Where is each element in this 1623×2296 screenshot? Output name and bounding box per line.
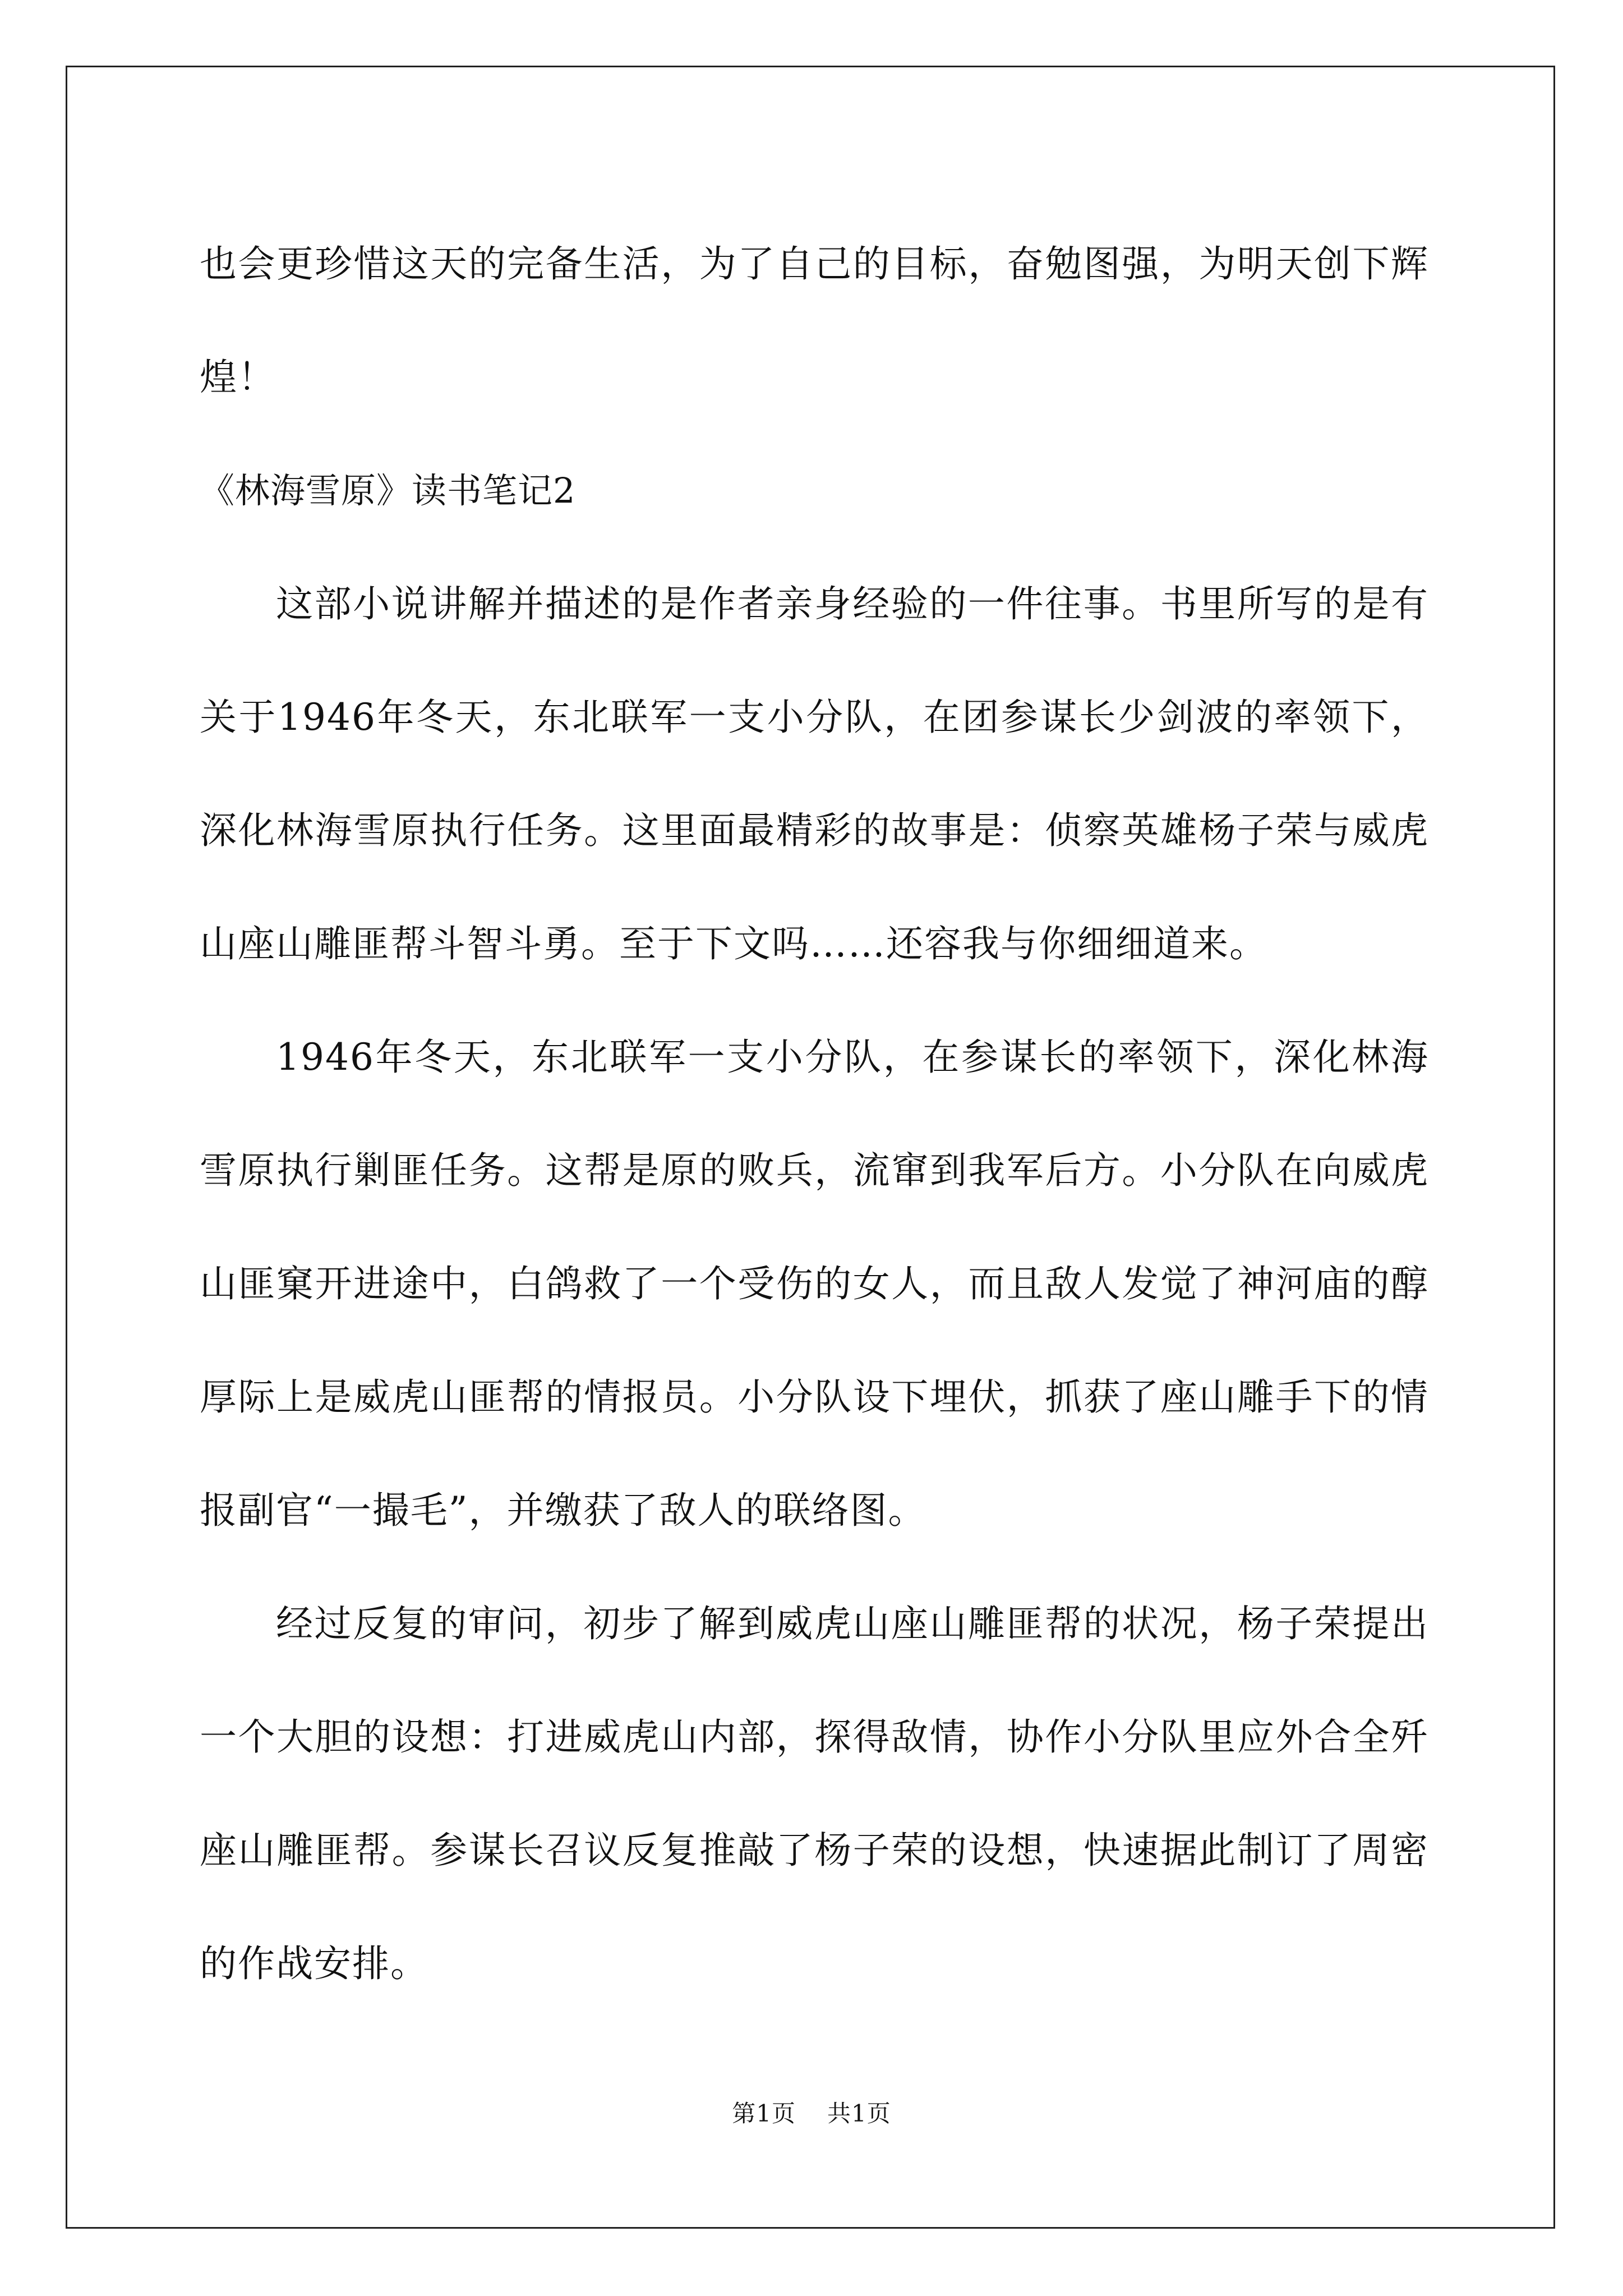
page-number: 第1页 [732,2100,796,2127]
page-total: 共1页 [827,2100,891,2127]
section-heading: 《林海雪原》读书笔记2 [200,470,576,511]
paragraph-story: 1946年冬天，东北联军一支小分队，在参谋长的率领下，深化林海雪原执行剿匪任务。这帮是原的败兵，流窜到我军后方。小分队在向威虎山匪窠开进途中，白鸽救了一个受伤的女人，而且敌人发觉了神河庙的醇厚际上是威虎山匪帮的情报员。小分队设下埋伏，抓获了座山雕手下的情报副官“一撮毛”，并缴获了敌人的联络图。 [200,1036,1429,1532]
paragraph-plan: 经过反复的审问，初步了解到威虎山座山雕匪帮的状况，杨子荣提出一个大胆的设想：打进威虎山内部，探得敌情，协作小分队里应外合全歼座山雕匪帮。参谋长召议反复推敲了杨子荣的设想，快速据此制订了周密的作战安排。 [200,1602,1429,1985]
paragraph-continuation: 也会更珍惜这天的完备生活，为了自己的目标，奋勉图强，为明天创下辉煌！ [200,242,1429,399]
document-body [200,208,1429,2021]
page-footer [0,2097,1623,2131]
paragraph-intro: 这部小说讲解并描述的是作者亲身经验的一件往事。书里所写的是有关于1946年冬天，东北联军一支小分队，在团参谋长少剑波的率领下，深化林海雪原执行任务。这里面最精彩的故事是：侦察英雄杨子荣与威虎山座山雕匪帮斗智斗勇。至于下文吗……还容我与你细细道来。 [200,582,1429,965]
